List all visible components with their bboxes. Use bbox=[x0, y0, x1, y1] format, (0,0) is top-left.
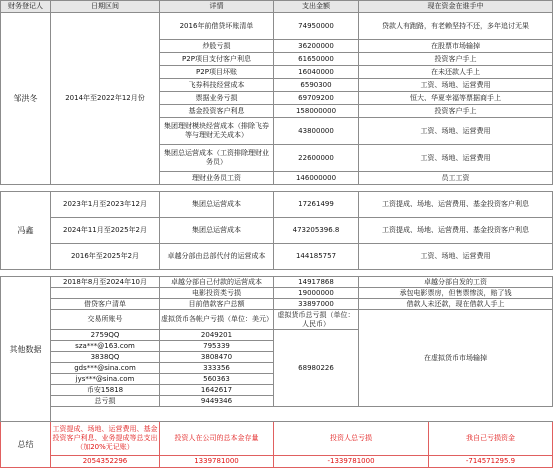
crypto-account-cell: 3838QQ bbox=[51, 352, 160, 363]
group-separator bbox=[1, 407, 553, 422]
holder-cell: 在未还款人手上 bbox=[359, 66, 553, 79]
summary-total-expense-header: 工资提成、场地、运营费用、基金投资客户利息、业务提成等总支出（加20%无记账） bbox=[51, 422, 160, 456]
crypto-total-loss-label: 总亏损 bbox=[51, 396, 160, 407]
crypto-subheader-row bbox=[1, 310, 553, 330]
registrant-cell: 冯鑫 bbox=[1, 192, 51, 270]
detail-cell: 票据业务亏损 bbox=[160, 92, 274, 105]
amount-cell: 17261499 bbox=[274, 192, 359, 218]
header-registrant: 财务登记人 bbox=[1, 1, 51, 13]
crypto-usd-cell: 1642617 bbox=[160, 385, 274, 396]
detail-cell: 卓越分部自己付款的运营成本 bbox=[160, 277, 274, 288]
detail-cell: 集团理财模块经营成本（排除飞券等与理财无关成本） bbox=[160, 118, 274, 145]
table-row bbox=[1, 13, 553, 40]
detail-cell: 理财业务员工资 bbox=[160, 172, 274, 185]
amount-cell: 74950000 bbox=[274, 13, 359, 40]
date-range-cell: 2024年11月至2025年2月 bbox=[51, 218, 160, 244]
crypto-usd-cell: 795339 bbox=[160, 341, 274, 352]
summary-total-expense-value: 2054352296 bbox=[51, 456, 160, 468]
holder-cell: 恒大、华夏幸福等票据商手上 bbox=[359, 92, 553, 105]
registrant-cell: 其他数据 bbox=[1, 277, 51, 422]
header-fund-holder: 现在资金在谁手中 bbox=[359, 1, 553, 13]
amount-cell: 16040000 bbox=[274, 66, 359, 79]
holder-cell: 工资、场地、运营费用 bbox=[359, 118, 553, 145]
detail-cell: 目前借款客户总额 bbox=[160, 299, 274, 310]
detail-cell: 炒股亏损 bbox=[160, 40, 274, 53]
holder-cell: 卓越分部自发的工资 bbox=[359, 277, 553, 288]
group-separator bbox=[1, 185, 553, 192]
detail-cell: 电影投资类亏损 bbox=[160, 288, 274, 299]
table-row bbox=[1, 218, 553, 244]
detail-cell: 2016年前借贷坏账清单 bbox=[160, 13, 274, 40]
table-row bbox=[1, 299, 553, 310]
holder-cell: 承包电影票房，但售票惨淡，赔了钱 bbox=[359, 288, 553, 299]
table-row bbox=[1, 244, 553, 270]
header-date-range: 日期区间 bbox=[51, 1, 160, 13]
summary-header-row bbox=[1, 422, 553, 456]
crypto-total-rmb-cell: 68980226 bbox=[274, 330, 359, 407]
holder-cell: 工资、场地、运营费用 bbox=[359, 244, 553, 270]
amount-cell: 14917868 bbox=[274, 277, 359, 288]
amount-cell: 6590300 bbox=[274, 79, 359, 92]
detail-cell: 飞券科技经营成本 bbox=[160, 79, 274, 92]
holder-cell: 工资提成、场地、运营费用、基金投资客户利息 bbox=[359, 218, 553, 244]
date-range-cell bbox=[51, 288, 160, 299]
detail-cell: 集团总运营成本 bbox=[160, 218, 274, 244]
amount-cell: 146000000 bbox=[274, 172, 359, 185]
holder-cell: 工资、场地、运营费用 bbox=[359, 79, 553, 92]
amount-cell: 22600000 bbox=[274, 145, 359, 172]
table-row bbox=[1, 288, 553, 299]
amount-cell: 144185757 bbox=[274, 244, 359, 270]
table-row bbox=[1, 192, 553, 218]
holder-cell: 工资提成、场地、运营费用、基金投资客户利息 bbox=[359, 192, 553, 218]
detail-cell: 基金投资客户利息 bbox=[160, 105, 274, 118]
detail-cell: P2P项目坏账 bbox=[160, 66, 274, 79]
date-range-cell: 2018年8月至2024年10月 bbox=[51, 277, 160, 288]
crypto-usd-cell: 333356 bbox=[160, 363, 274, 374]
crypto-account-cell: 2759QQ bbox=[51, 330, 160, 341]
summary-own-loss-header: 我自己亏损资金 bbox=[429, 422, 553, 456]
summary-label: 总结 bbox=[1, 422, 51, 468]
summary-principal-header: 投资人在公司的总本金存量 bbox=[160, 422, 274, 456]
crypto-loss-usd-header: 虚拟货币各帐户亏损（单位：美元） bbox=[160, 310, 274, 330]
header-row bbox=[1, 1, 553, 13]
amount-cell: 36200000 bbox=[274, 40, 359, 53]
crypto-usd-cell: 560363 bbox=[160, 374, 274, 385]
amount-cell: 43800000 bbox=[274, 118, 359, 145]
summary-principal-value: 1339781000 bbox=[160, 456, 274, 468]
table-row bbox=[1, 277, 553, 288]
crypto-loss-total-header: 虚拟货币总亏损（单位：人民币） bbox=[274, 310, 359, 330]
crypto-usd-cell: 2049201 bbox=[160, 330, 274, 341]
holder-cell: 贷款人有跑路，有老赖坚持不还，多年追讨无果 bbox=[359, 13, 553, 40]
date-range-cell: 2014年至2022年12月份 bbox=[51, 13, 160, 185]
holder-cell: 借款人未还款，现在借款人手上 bbox=[359, 299, 553, 310]
date-range-cell: 2016年至2025年2月 bbox=[51, 244, 160, 270]
crypto-usd-cell: 3808470 bbox=[160, 352, 274, 363]
holder-cell: 在股票市场输掉 bbox=[359, 40, 553, 53]
amount-cell: 158000000 bbox=[274, 105, 359, 118]
holder-cell: 工资、场地、运营费用 bbox=[359, 145, 553, 172]
summary-own-loss-value: -714571295.9 bbox=[429, 456, 553, 468]
holder-cell: 投资客户手上 bbox=[359, 53, 553, 66]
crypto-total-usd-cell: 9449346 bbox=[160, 396, 274, 407]
summary-investor-loss-value: -1339781000 bbox=[274, 456, 429, 468]
registrant-cell: 邹洪冬 bbox=[1, 13, 51, 185]
amount-cell: 61650000 bbox=[274, 53, 359, 66]
detail-cell: P2P项目支付客户利息 bbox=[160, 53, 274, 66]
crypto-account-cell: sza***@163.com bbox=[51, 341, 160, 352]
date-range-cell: 2023年1月至2023年12月 bbox=[51, 192, 160, 218]
loan-client-list-cell: 借贷客户清单 bbox=[51, 299, 160, 310]
group-separator bbox=[1, 270, 553, 277]
amount-cell: 19000000 bbox=[274, 288, 359, 299]
amount-cell: 473205396.8 bbox=[274, 218, 359, 244]
summary-investor-loss-header: 投资人总亏损 bbox=[274, 422, 429, 456]
detail-cell: 集团总运营成本（工资排除理财业务员） bbox=[160, 145, 274, 172]
crypto-holder-cell: 在虚拟货币市场输掉 bbox=[359, 310, 553, 407]
crypto-account-header: 交易所账号 bbox=[51, 310, 160, 330]
amount-cell: 69709200 bbox=[274, 92, 359, 105]
holder-cell: 投资客户手上 bbox=[359, 105, 553, 118]
header-amount: 支出金额 bbox=[274, 1, 359, 13]
header-details: 详情 bbox=[160, 1, 274, 13]
detail-cell: 卓越分部由总部代付的运营成本 bbox=[160, 244, 274, 270]
crypto-account-cell: jys***@sina.com bbox=[51, 374, 160, 385]
crypto-account-cell: gds***@sina.com bbox=[51, 363, 160, 374]
detail-cell: 集团总运营成本 bbox=[160, 192, 274, 218]
amount-cell: 33897000 bbox=[274, 299, 359, 310]
holder-cell: 员工工资 bbox=[359, 172, 553, 185]
crypto-account-cell: 币安15818 bbox=[51, 385, 160, 396]
summary-value-row bbox=[1, 456, 553, 468]
